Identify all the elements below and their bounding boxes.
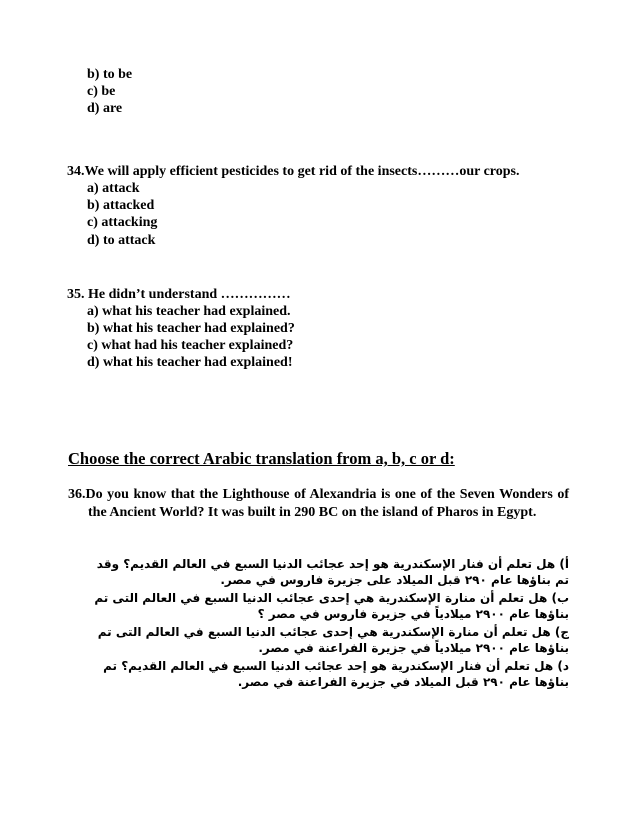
q36-option-c: ج) هل تعلم أن منارة الإسكندرية هي إحدى عجائب الدنيا السبع في العالم التى تم بناؤها عام ٢٩٠٠ ميلادياً في جزيرة الفراعنة في مصر. <box>97 625 569 655</box>
q35-option-c: c) what had his teacher explained? <box>87 338 294 353</box>
q36-passage <box>68 486 569 522</box>
q34-option-d: d) to attack <box>87 233 156 248</box>
q34-option-a: a) attack <box>87 181 140 196</box>
q36-option-d: د) هل تعلم أن فنار الإسكندرية هو إحد عجائب الدنيا السبع في العالم القديم؟ تم بناؤها عام ٢٩٠ قبل الميلاد في جزيرة الفراعنة في مصر. <box>103 659 569 689</box>
q34-option-b: b) attacked <box>87 198 155 213</box>
q35-option-a: a) what his teacher had explained. <box>87 304 291 319</box>
q36-option-a: أ) هل تعلم أن فنار الإسكندرية هو إحد عجائب الدنيا السبع في العالم القديم؟ وقد تم بناؤها عام ٢٩٠ قبل الميلاد على جزيرة فاروس في مصر. <box>96 557 569 587</box>
q36-stem: 36.Do you know that the Lighthouse of Alexandria is one of the Seven Wonders of the Ancient World? It was built in 290 BC on the island of Pharos in Egypt. <box>68 487 569 520</box>
q35-option-b: b) what his teacher had explained? <box>87 321 295 336</box>
q34-stem: 34.We will apply efficient pesticides to get rid of the insects………our crops. <box>67 164 520 179</box>
q35-stem: 35. He didn’t understand …………… <box>67 287 291 302</box>
q33-option-d: d) are <box>87 101 123 116</box>
q35-option-d: d) what his teacher had explained! <box>87 355 293 370</box>
q33-option-b: b) to be <box>87 67 133 82</box>
q36-option-b: ب) هل تعلم أن منارة الإسكندرية هي إحدى عجائب الدنيا السبع في العالم التى تم بناؤها عام ٢٩٠٠ ميلادياً في جزيرة فاروس في مصر ؟ <box>94 591 569 621</box>
section-heading: Choose the correct Arabic translation from a, b, c or d: <box>68 449 455 468</box>
q33-option-c: c) be <box>87 84 116 99</box>
q34-option-c: c) attacking <box>87 215 158 230</box>
